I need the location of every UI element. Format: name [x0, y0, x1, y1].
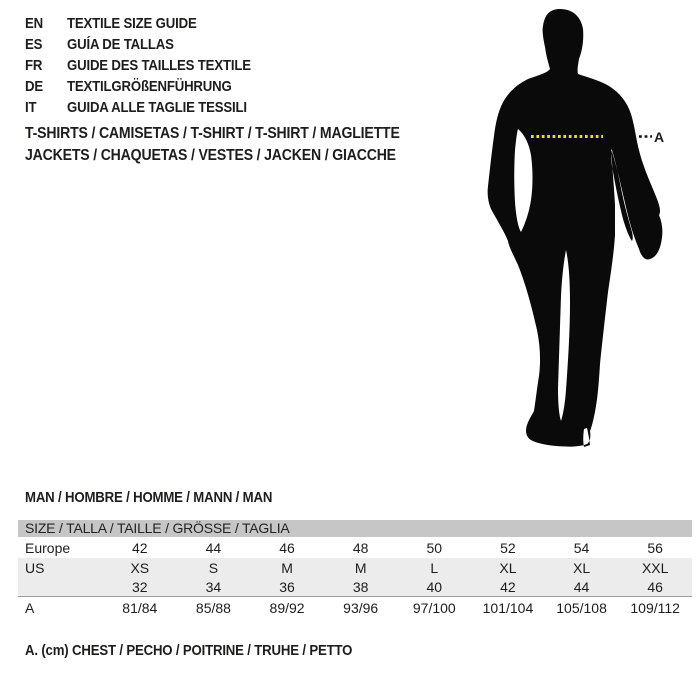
footnote: A. (cm) CHEST / PECHO / POITRINE / TRUHE / PETTO — [25, 642, 353, 659]
size-cell: 34 — [205, 578, 222, 595]
size-cell: 97/100 — [412, 599, 456, 616]
language-code: EN — [25, 15, 43, 32]
language-code: ES — [25, 36, 43, 53]
language-label: GUIDE DES TAILLES TEXTILE — [67, 57, 251, 74]
size-cell: 101/104 — [482, 599, 534, 616]
table-band — [18, 558, 692, 597]
size-cell: 38 — [352, 578, 369, 595]
size-cell: 32 — [132, 578, 148, 595]
size-table-body — [18, 537, 692, 618]
language-code: FR — [25, 57, 43, 74]
size-cell: 85/88 — [195, 599, 231, 616]
category-line: T-SHIRTS / CAMISETAS / T-SHIRT / T-SHIRT / MAGLIETTE — [25, 125, 400, 142]
size-cell: 44 — [205, 539, 222, 556]
language-label: GUIDA ALLE TAGLIE TESSILI — [67, 99, 247, 116]
language-label: TEXTILE SIZE GUIDE — [67, 15, 197, 32]
measure-label-a: A — [654, 129, 665, 145]
size-cell: M — [354, 559, 367, 576]
size-cell: XXL — [641, 559, 669, 576]
language-label: TEXTILGRÖßENFÜHRUNG — [67, 78, 232, 95]
size-cell: 48 — [352, 539, 369, 556]
table-row — [18, 577, 692, 596]
language-code: DE — [25, 78, 43, 95]
row-label: A — [25, 599, 35, 616]
size-cell: 50 — [426, 539, 443, 556]
size-cell: 46 — [647, 578, 663, 595]
size-cell: 36 — [279, 578, 295, 595]
size-cell: 105/108 — [556, 599, 607, 616]
size-cell: XL — [573, 559, 591, 576]
size-cell: 56 — [647, 539, 663, 556]
row-label: US — [25, 559, 45, 576]
size-cell: XL — [499, 559, 517, 576]
size-cell: XS — [130, 559, 150, 576]
size-cell: 89/92 — [269, 599, 305, 616]
table-row — [18, 558, 692, 577]
size-cell: 42 — [500, 578, 516, 595]
table-row — [18, 537, 692, 558]
language-code: IT — [25, 99, 37, 116]
language-label: GUÍA DE TALLAS — [67, 36, 174, 53]
section-title: MAN / HOMBRE / HOMME / MANN / MAN — [25, 489, 273, 506]
size-cell: 81/84 — [122, 599, 158, 616]
man-silhouette-shape — [488, 9, 663, 447]
size-table — [18, 520, 692, 618]
size-cell: 44 — [573, 578, 590, 595]
category-line: JACKETS / CHAQUETAS / VESTES / JACKEN / GIACCHE — [25, 147, 396, 164]
size-cell: 93/96 — [343, 599, 379, 616]
size-cell: S — [208, 559, 219, 576]
size-cell: 54 — [573, 539, 590, 556]
size-cell: 40 — [426, 578, 443, 595]
size-cell: L — [430, 559, 439, 576]
size-cell: 46 — [279, 539, 295, 556]
table-row — [18, 597, 692, 618]
size-table-header: SIZE / TALLA / TAILLE / GRÖSSE / TAGLIA — [18, 520, 692, 537]
size-cell: 52 — [500, 539, 516, 556]
size-cell: M — [281, 559, 293, 576]
size-cell: 109/112 — [630, 599, 680, 616]
size-cell: 42 — [132, 539, 148, 556]
row-label: Europe — [25, 539, 71, 556]
